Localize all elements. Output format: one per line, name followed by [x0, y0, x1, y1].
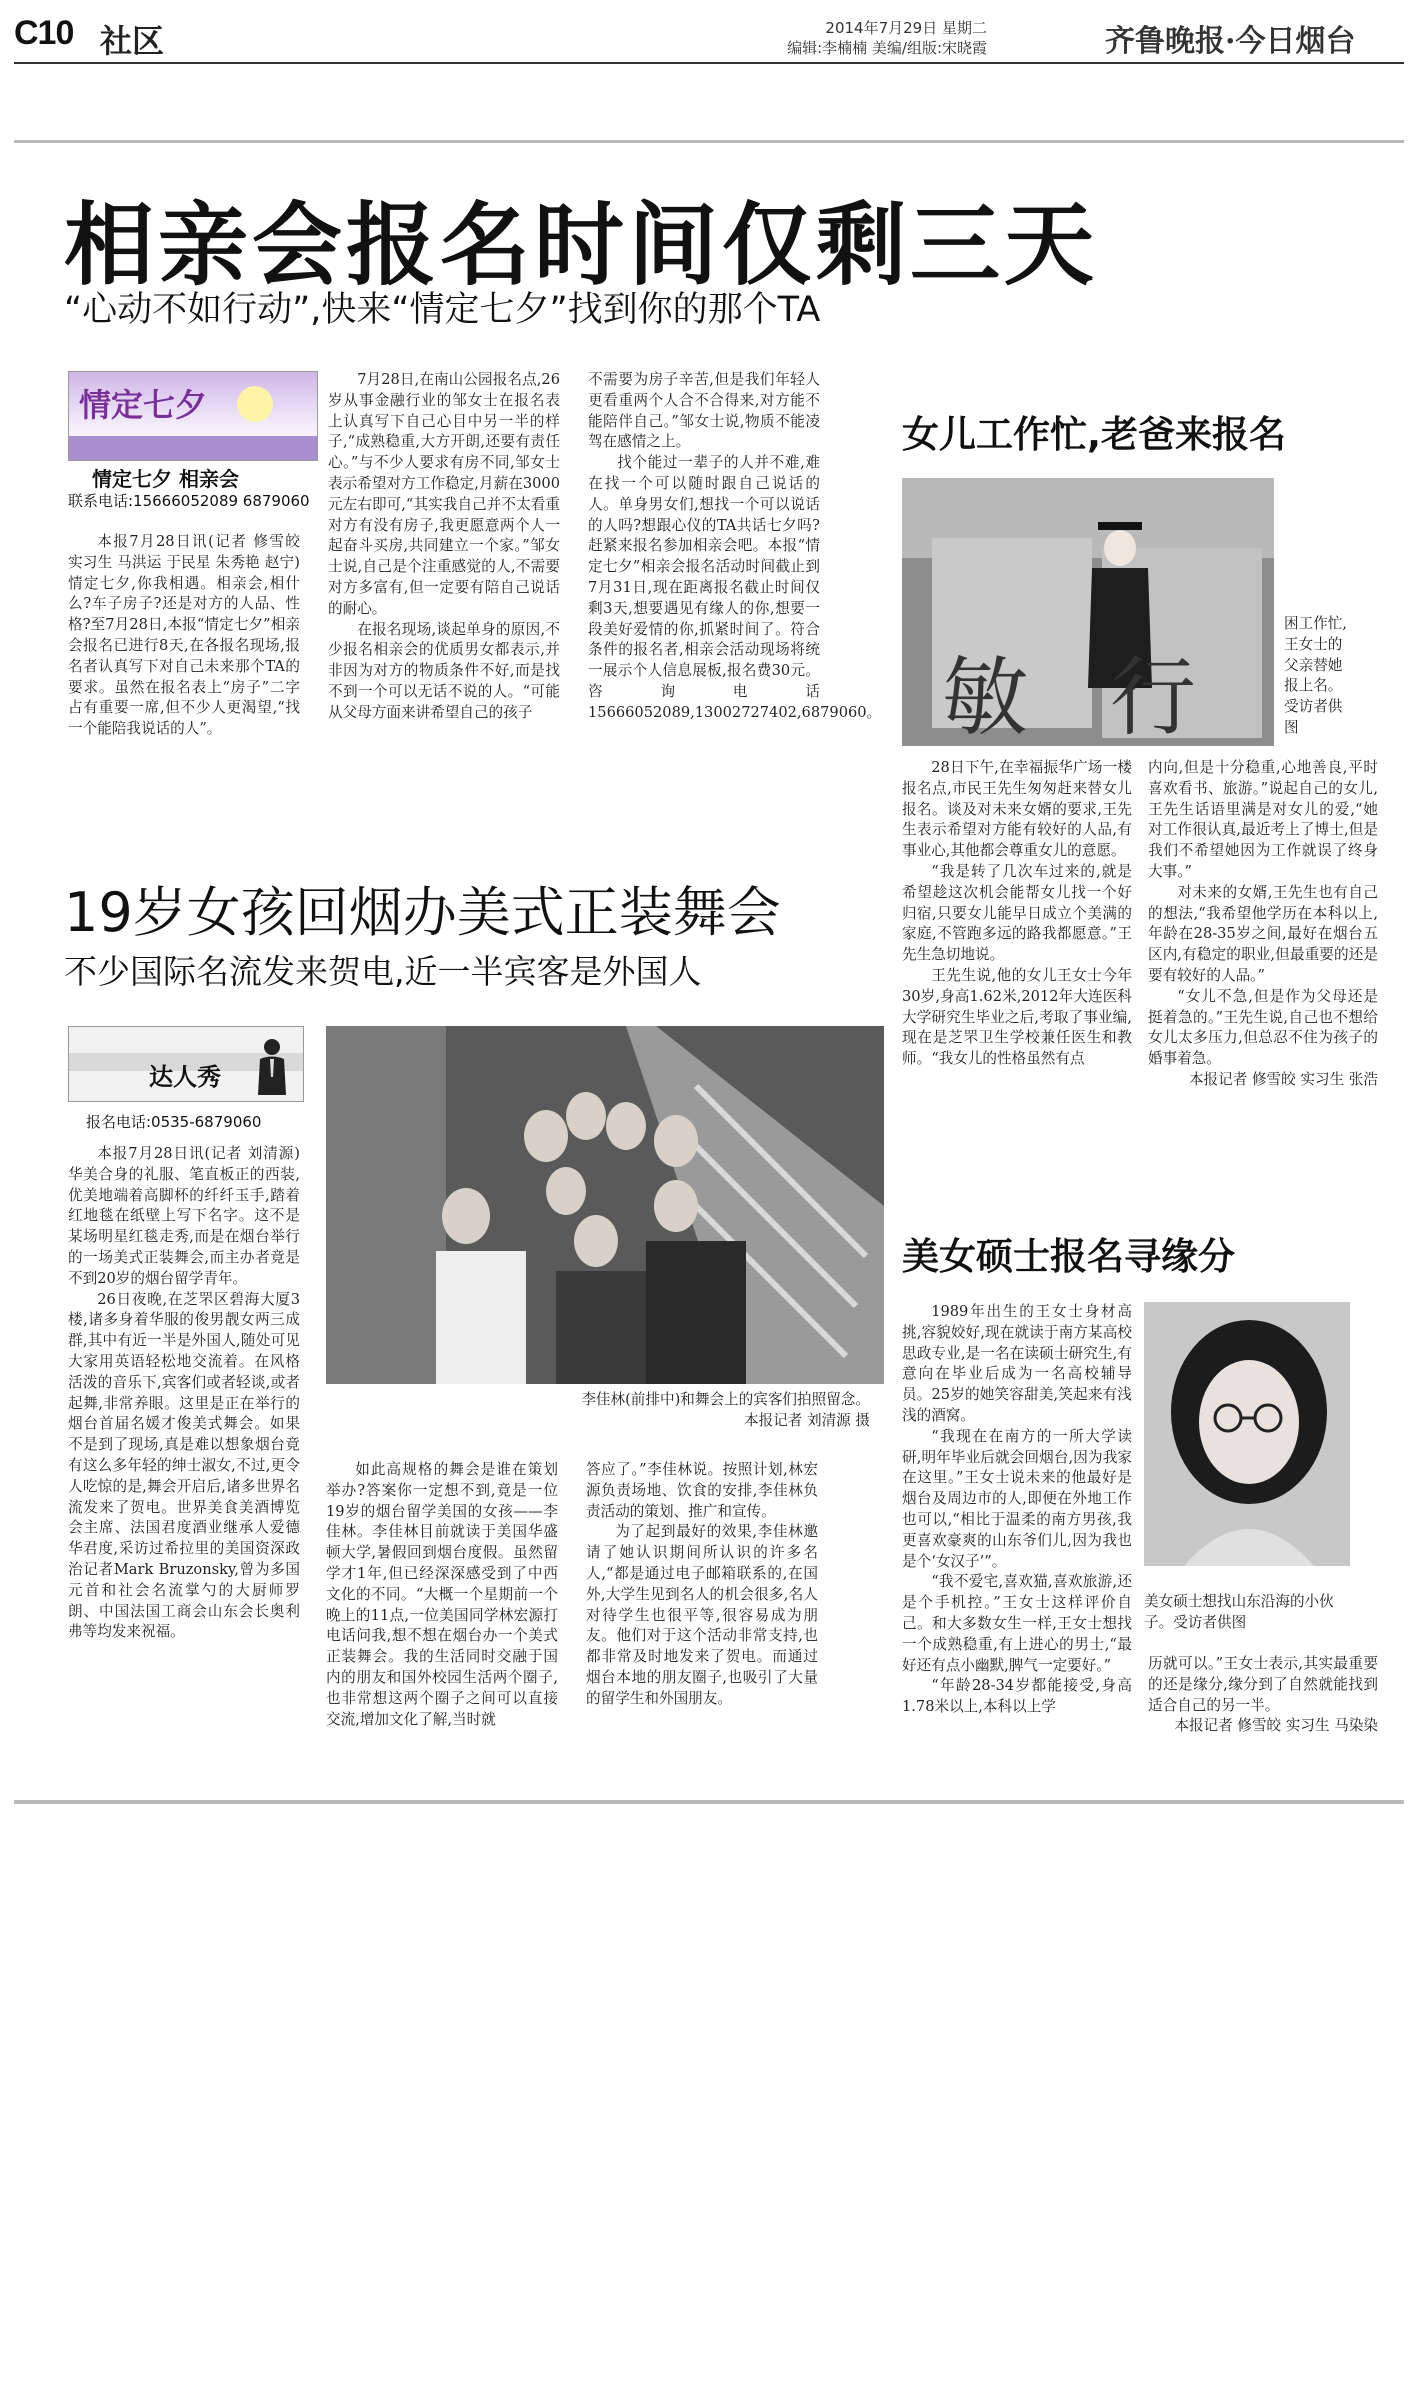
header-rule — [14, 62, 1404, 64]
paragraph: 对未来的女婿,王先生也有自己的想法,“我希望他学历在本科以上,年龄在28-35岁之间,最好在烟台五区内,有稳定的职业,但最重要的还是要有较好的人品。” — [1148, 883, 1378, 984]
paragraph: 王先生说,他的女儿王女士今年30岁,身高1.62米,2012年大连医科大学研究生毕业之后,考取了事业编,现在是芝罘卫生学校兼任医生和教师。“我女儿的性格虽然有点 — [902, 966, 1132, 1068]
caption-text: 李佳林(前排中)和舞会上的宾客们拍照留念。 — [581, 1391, 870, 1408]
story4-headline: 美女硕士报名寻缘分 — [902, 1235, 1235, 1278]
paragraph: 答应了。”李佳林说。按照计划,林宏源负责场地、饮食的安排,李佳林负责活动的策划、推广和宣传。 — [586, 1461, 818, 1520]
paragraph: 如此高规格的舞会是谁在策划举办?答案你一定想不到,竟是一位19岁的烟台留学美国的女孩——李佳林。李佳林目前就读于美国华盛顿大学,暑假回到烟台度假。虽然留学才1年,但已经深深感受到了中西文化的不同。“大概一个星期前一个晚上的11点,一位美国同学林宏源打电话问我,想不想在烟台办一个美式正装舞会。我的生活同时交融于国内的朋友和国外校园生活两个圈子,也非常想这两个圈子之间可以直接交流,增加文化了解,当时就 — [326, 1461, 558, 1728]
paragraph: 1989年出生的王女士身材高挑,容貌姣好,现在就读于南方某高校思政专业,是一名在读硕士研究生,有意向在毕业后成为一名高校辅导员。25岁的她笑容甜美,笑起来有浅浅的酒窝。 — [902, 1303, 1132, 1424]
graduation-photo — [902, 478, 1274, 746]
paragraph: 28日下午,在幸福振华广场一楼报名点,市民王先生匆匆赶来替女儿报名。谈及对未来女婿的要求,王先生表示希望对方能有较好的人品,有事业心,其他都会尊重女儿的意愿。 — [902, 759, 1132, 860]
story4-photo-caption: 美女硕士想找山东沿海的小伙子。受访者供图 — [1144, 1593, 1334, 1631]
paragraph: 本报7月28日讯(记者 刘清源)华美合身的礼服、笔直板正的西装,优美地端着高脚杯的纤纤玉手,踏着红地毯在纸壁上写下名字。这不是某场明星红毯走秀,而是在烟台举行的一场美式正装舞会,而主办者竟是不到20岁的烟台留学青年。 — [68, 1145, 300, 1287]
qingding-qixi-logo — [68, 371, 318, 461]
logo-title: 达人秀 — [149, 1063, 221, 1091]
logo-phone: 报名电话:0535-6879060 — [86, 1113, 262, 1131]
story1-column-3 — [588, 370, 882, 724]
date-line: 2014年7月29日 星期二 — [825, 19, 987, 37]
story2-headline: 女儿工作忙,老爸来报名 — [902, 413, 1287, 456]
story2-column-2 — [1148, 758, 1378, 1091]
story2-photo-caption: 困工作忙,王女士的父亲替她报上名。受访者供图 — [1284, 615, 1348, 736]
paragraph: 7月28日,在南山公园报名点,26岁从事金融行业的邹女士在报名表上认真写下自己心目中另一半的样子,“成熟稳重,大方开朗,还要有责任心。”与不少人要求有房不同,邹女士表示希望对方工作稳定,月薪在3000元左右即可,“其实我自己并不太看重对方有没有房子,我更愿意两个人一起奋斗买房,共同建立一个家。”邹女士说,自己是个注重感觉的人,不需要对方多富有,但一定要有陪自己说话的耐心。 — [328, 371, 560, 617]
paragraph: 历就可以。”王女士表示,其实最重要的还是缘分,缘分到了自然就能找到适合自己的另一半。 — [1148, 1655, 1378, 1714]
photo-credit: 本报记者 刘清源 摄 — [743, 1411, 870, 1429]
moon-icon — [237, 386, 273, 422]
paragraph: “我是转了几次车过来的,就是希望趁这次机会能帮女儿找一个好归宿,只要女儿能早日成立个美满的家庭,不管跑多远的路我都愿意。”王先生急切地说。 — [902, 862, 1132, 964]
paragraph: “我不爱宅,喜欢猫,喜欢旅游,还是个手机控。”王女士这样评价自己。和大多数女生一样,王女士想找一个成熟稳重,有上进心的男士,“最好还有点小幽默,脾气一定要好。” — [902, 1573, 1132, 1674]
section-name: 社区 — [100, 22, 165, 60]
story4-column-1 — [902, 1302, 1132, 1718]
footer-rule — [14, 1800, 1404, 1804]
story3-headline: 19岁女孩回烟办美式正装舞会 — [64, 881, 781, 944]
story4-column-2 — [1148, 1654, 1378, 1737]
paragraph: “我现在在南方的一所大学读研,明年毕业后就会回烟台,因为我家在这里。”王女士说未来的他最好是烟台及周边市的人,即便在外地工作也可以,“相比于温柔的南方男孩,我更喜欢豪爽的山东爷们儿,因为我也是个‘女汉子’”。 — [902, 1427, 1132, 1570]
logo-title: 情定七夕 — [79, 386, 208, 424]
paragraph: 内向,但是十分稳重,心地善良,平时喜欢看书、旅游。”说起自己的女儿,王先生话语里满是对女儿的爱,“她对工作很认真,最近考上了博士,但是我们不希望她因为工作就误了终身大事。” — [1148, 759, 1378, 880]
paragraph: 找个能过一辈子的人并不难,难在找一个可以随时跟自己说话的人。单身男女们,想找一个可以说话的人吗?想跟心仪的TA共话七夕吗?赶紧来报名参加相亲会吧。本报“情定七夕”相亲会报名活动时间截止到7月31日,现在距离报名截止时间仅剩3天,想要遇见有缘人的你,想要一段美好爱情的你,抓紧时间了。符合条件的报名者,相亲会活动现场将统一展示个人信息展板,报名费30元。咨询电话15666052089,13002727402,6879060。 — [588, 454, 882, 721]
story3-column-2 — [326, 1460, 558, 1730]
story1-column-2 — [328, 370, 560, 724]
story1-headline: 相亲会报名时间仅剩三天 — [64, 193, 1098, 298]
woman-portrait-photo — [1144, 1302, 1350, 1566]
story1-subheadline: “心动不如行动”,快来“情定七夕”找到你的那个TA — [64, 290, 821, 330]
dance-party-photo — [326, 1026, 884, 1384]
party-photo-caption — [490, 1390, 870, 1432]
story3-column-3 — [586, 1460, 818, 1710]
paragraph: 为了起到最好的效果,李佳林邀请了她认识期间所认识的许多名人,“都是通过电子邮箱联系的,在国外,大学生见到名人的机会很多,名人对待学生也很平等,很容易成为朋友。他们对于这个活动非常支持,也都非常及时地发来了贺电。而通过烟台本地的朋友圈子,也吸引了大量的留学生和外国朋友。 — [586, 1523, 818, 1707]
paragraph: 在报名现场,谈起单身的原因,不少报名相亲会的优质男女都表示,并非因为对方的物质条件不好,而是找不到一个可以无话不说的人。“可能从父母方面来讲希望自己的孩子 — [328, 620, 560, 721]
story1-column-1 — [68, 532, 300, 740]
story2-column-1 — [902, 758, 1132, 1070]
businessman-icon — [255, 1037, 289, 1095]
story3-column-1 — [68, 1144, 300, 1643]
header-meta — [787, 18, 987, 58]
logo-sky — [69, 436, 317, 460]
logo-caption: 情定七夕 相亲会 — [92, 467, 239, 491]
paragraph: 本报7月28日讯(记者 修雪皎 实习生 马洪运 于民星 朱秀艳 赵宁)情定七夕,你我相遇。相亲会,相什么?车子房子?还是对方的人品、性格?至7月28日,本报“情定七夕”相亲会报名已进行8天,在各报名现场,报名者认真写下对自己未来那个TA的要求。虽然在报名表上“房子”二字占有重要一席,但不少人更渴望,“找一个能陪我说话的人”。 — [68, 533, 300, 738]
byline: 本报记者 修雪皎 实习生 张浩 — [1188, 1070, 1378, 1088]
story3-subheadline: 不少国际名流发来贺电,近一半宾客是外国人 — [64, 952, 702, 991]
paragraph: “女儿不急,但是作为父母还是挺着急的。”王先生说,自己也不想给女儿太多压力,但总忍不住为孩子的婚事着急。 — [1148, 987, 1378, 1068]
paragraph: 26日夜晚,在芝罘区碧海大厦3楼,诸多身着华服的俊男靓女两三成群,其中有近一半是外国人,随处可见大家用英语轻松地交流着。在风格活泼的音乐下,宾客们或者轻谈,或者起舞,非常养眼。这里是正在举行的烟台首届名媛才俊美式舞会。如果不是到了现场,真是难以想象烟台竟有这么多年轻的绅士淑女,不过,更令人吃惊的是,舞会开启后,诸多世界名流发来了贺电。世界美食美酒博览会主席、法国君度酒业继承人爱德华君度,采访过希拉里的美国资深政治记者Mark Bruzonsky,曾为多国元首和社会名流掌勺的大厨师罗朗、中国法国工商会山东会长奥利弗等均发来祝福。 — [68, 1290, 300, 1641]
daren-xiu-logo — [68, 1026, 304, 1102]
page-number: C10 — [14, 14, 74, 52]
logo-phone: 联系电话:15666052089 6879060 — [68, 492, 310, 510]
paragraph: “年龄28-34岁都能接受,身高1.78米以上,本科以上学 — [902, 1677, 1132, 1716]
paragraph: 不需要为房子辛苦,但是我们年轻人更看重两个人合不合得来,对方能不能陪伴自己。”邹女士说,物质不能凌驾在感情之上。 — [588, 371, 820, 451]
masthead: 齐鲁晚报·今日烟台 — [1105, 24, 1356, 59]
byline: 本报记者 修雪皎 实习生 马染染 — [1174, 1717, 1378, 1735]
divider-rule — [14, 140, 1404, 143]
editor-line: 编辑:李楠楠 美编/组版:宋晓霞 — [787, 39, 987, 57]
photo-carved-text: 敏 行 — [942, 648, 1197, 746]
